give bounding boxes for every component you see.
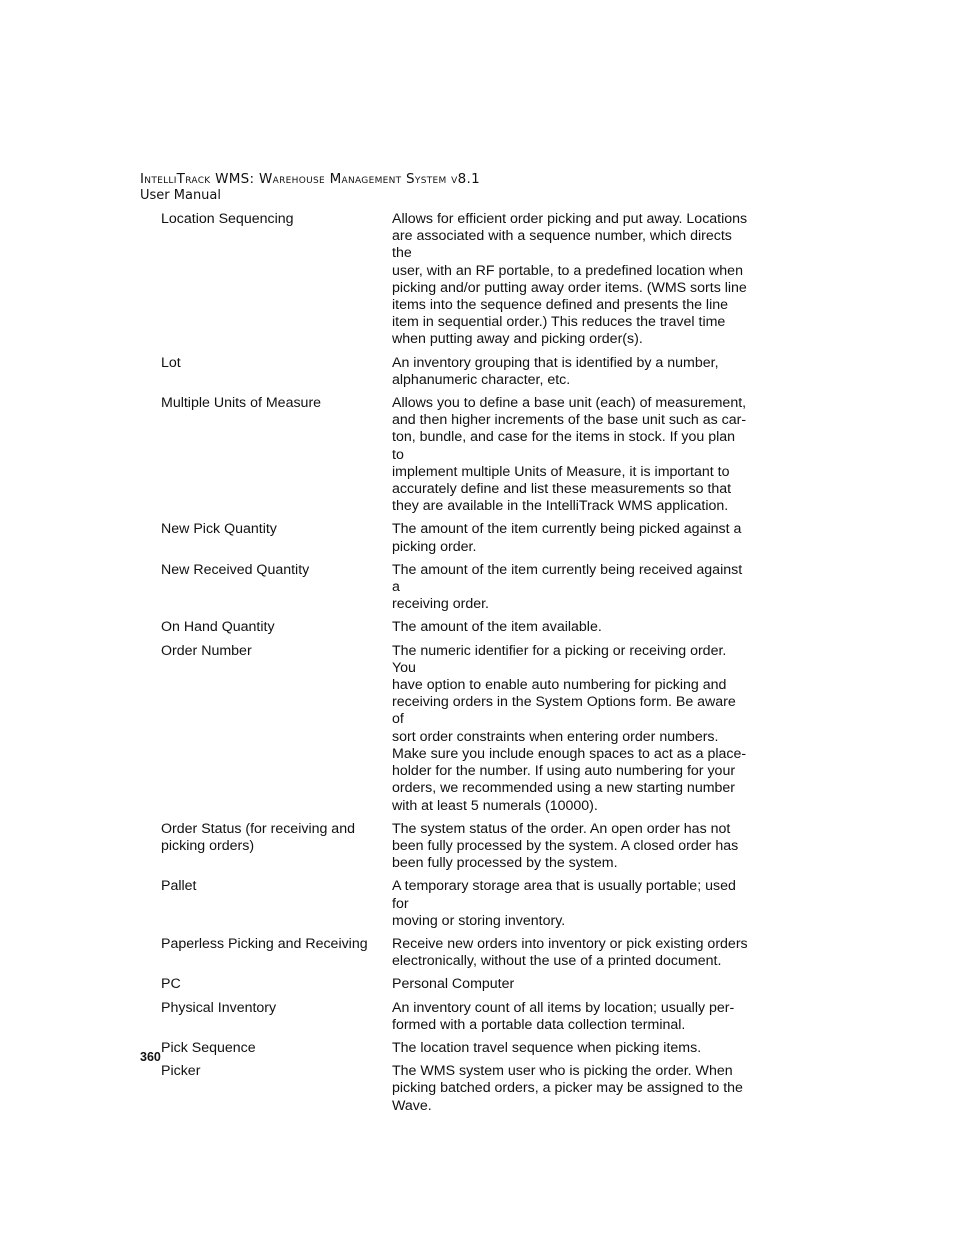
glossary-entry	[161, 562, 761, 614]
glossary-entry	[161, 521, 761, 555]
glossary-definition	[392, 1063, 748, 1115]
glossary-definition	[392, 395, 748, 515]
definition-line: Personal Computer	[392, 976, 515, 993]
glossary-entry	[161, 1000, 761, 1034]
definition-line: The numeric identifier for a picking or receiving order. You	[392, 642, 727, 676]
running-header-subtitle: User Manual	[140, 188, 222, 203]
glossary-definition	[392, 821, 748, 873]
definition-line: holder for the number. If using auto numbering for your	[392, 763, 736, 780]
definition-line: Allows you to define a base unit (each) of measurement,	[392, 395, 747, 412]
definition-line: An inventory count of all items by location; usually per-	[392, 999, 735, 1016]
definition-line: The system status of the order. An open order has not	[392, 820, 731, 837]
glossary-entry	[161, 355, 761, 389]
definition-line: with at least 5 numerals (10000).	[392, 797, 598, 814]
glossary-definition	[392, 643, 748, 815]
glossary-definition	[392, 562, 748, 614]
definition-line: The amount of the item available.	[392, 619, 602, 636]
glossary-term: Location Sequencing	[161, 211, 294, 227]
definition-line: when putting away and picking order(s).	[392, 331, 643, 348]
definition-line: An inventory grouping that is identified by a number,	[392, 354, 719, 371]
definition-line: The amount of the item currently being received against a	[392, 561, 743, 596]
definition-line: Wave.	[392, 1097, 432, 1114]
definition-line: picking and/or putting away order items. (WMS sorts line	[392, 279, 747, 296]
glossary-term: New Received Quantity	[161, 561, 310, 578]
definition-line: electronically, without the use of a printed document.	[392, 953, 722, 970]
definition-line: picking batched orders, a picker may be assigned to the	[392, 1080, 743, 1097]
definition-line: accurately define and list these measurements so that	[392, 481, 732, 498]
page-header	[140, 170, 480, 204]
glossary-term: Pick Sequence	[161, 1039, 256, 1056]
definition-line: receiving order.	[392, 596, 489, 613]
glossary-term: Lot	[161, 354, 181, 371]
glossary-term: PC	[161, 976, 181, 993]
definition-line: alphanumeric character, etc.	[392, 371, 571, 388]
glossary-entry	[161, 936, 761, 970]
glossary-entry	[161, 211, 761, 349]
glossary-term: Order Number	[161, 642, 252, 659]
definition-line: have option to enable auto numbering for picking and	[392, 677, 727, 694]
definition-line: The WMS system user who is picking the order. When	[392, 1063, 733, 1080]
definition-line: items into the sequence defined and presents the line	[392, 297, 728, 314]
definition-line: been fully processed by the system. A closed order has	[392, 837, 739, 854]
glossary-definition	[392, 1000, 748, 1034]
definition-line: been fully processed by the system.	[392, 855, 618, 872]
definition-line: Allows for efficient order picking and put away. Locations	[392, 211, 748, 227]
definition-line: The amount of the item currently being picked against a	[392, 521, 742, 538]
glossary-term: On Hand Quantity	[161, 619, 275, 636]
definition-line: and then higher increments of the base unit such as car-	[392, 412, 747, 429]
glossary-entry	[161, 1040, 761, 1057]
page-number: 360	[140, 1050, 161, 1064]
definition-line: The location travel sequence when picking items.	[392, 1039, 702, 1056]
definition-line: orders, we recommended using a new starting number	[392, 780, 736, 797]
definition-line: implement multiple Units of Measure, it is important to	[392, 463, 730, 480]
glossary-definition	[392, 211, 748, 349]
glossary-definition	[392, 619, 748, 636]
definition-line: user, with an RF portable, to a predefined location when	[392, 262, 743, 279]
glossary-definition	[392, 878, 748, 930]
definition-line: receiving orders in the System Options form. Be aware of	[392, 694, 736, 728]
definition-line: formed with a portable data collection terminal.	[392, 1016, 686, 1033]
glossary-term: Picker	[161, 1063, 201, 1080]
glossary-term: Physical Inventory	[161, 999, 277, 1016]
glossary-definition	[392, 936, 748, 970]
glossary-term: Pallet	[161, 878, 197, 895]
glossary-term: New Pick Quantity	[161, 521, 277, 538]
glossary-definition	[392, 355, 748, 389]
glossary-term: Order Status (for receiving and picking orders)	[161, 820, 355, 854]
glossary-definition	[392, 1040, 748, 1057]
glossary-definition	[392, 521, 748, 555]
glossary-term: Paperless Picking and Receiving	[161, 935, 368, 952]
definition-line: picking order.	[392, 538, 477, 555]
glossary-definition	[392, 976, 748, 993]
running-header-title: IntelliTrack WMS: Warehouse Management System v8.1	[140, 171, 480, 187]
glossary-entry	[161, 643, 761, 815]
glossary-entry	[161, 619, 761, 636]
definition-line: are associated with a sequence number, which directs the	[392, 228, 732, 262]
glossary-term: Multiple Units of Measure	[161, 395, 322, 412]
definition-line: moving or storing inventory.	[392, 912, 566, 929]
glossary-list	[161, 211, 761, 1121]
definition-line: A temporary storage area that is usually portable; used for	[392, 878, 736, 912]
definition-line: Make sure you include enough spaces to act as a place-	[392, 745, 747, 762]
definition-line: Receive new orders into inventory or pick existing orders	[392, 935, 748, 952]
glossary-entry	[161, 821, 761, 873]
glossary-entry	[161, 878, 761, 930]
glossary-entry	[161, 395, 761, 515]
definition-line: item in sequential order.) This reduces the travel time	[392, 314, 726, 331]
definition-line: they are available in the IntelliTrack WMS application.	[392, 498, 729, 515]
definition-line: sort order constraints when entering order numbers.	[392, 728, 719, 745]
glossary-entry	[161, 1063, 761, 1115]
glossary-entry	[161, 976, 761, 993]
definition-line: ton, bundle, and case for the items in stock. If you plan to	[392, 429, 736, 463]
